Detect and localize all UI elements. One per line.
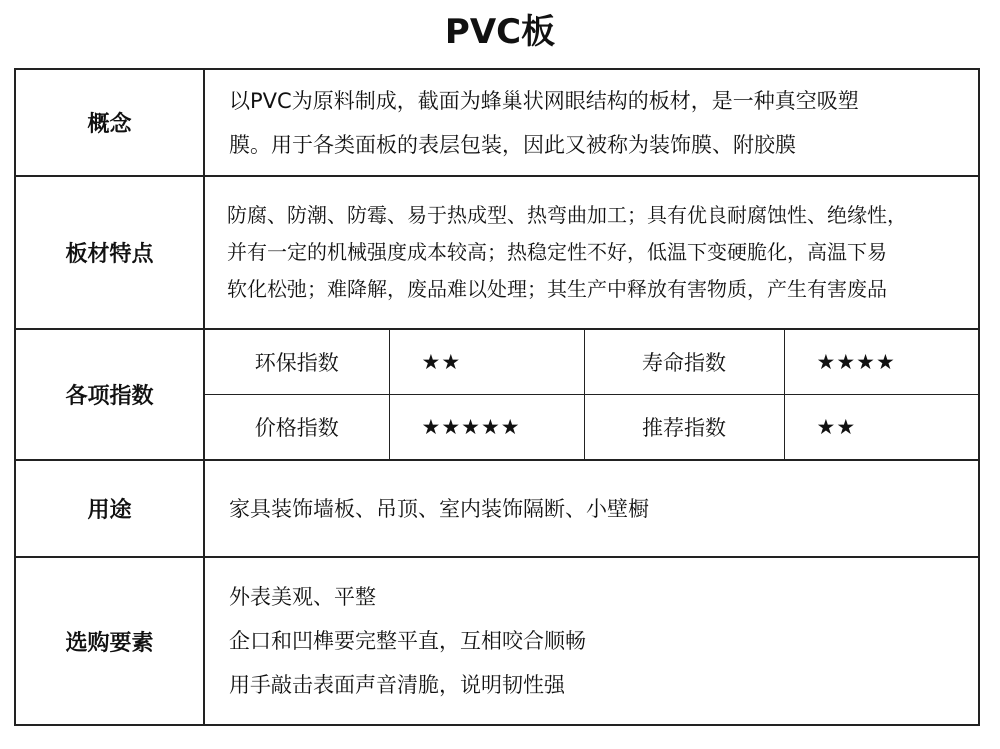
concept-content [204,69,979,176]
features-line: 防腐、防潮、防霉、易于热成型、热弯曲加工；具有优良耐腐蚀性、绝缘性， [227,203,907,227]
buying-content [204,557,979,725]
row-indices [15,329,979,460]
index-name: 寿命指数 [584,330,784,395]
row-concept [15,69,979,176]
index-stars: ★★ [784,395,978,460]
features-content [204,176,979,329]
index-stars: ★★★★ [784,330,978,395]
concept-line: 以PVC为原料制成，截面为蜂巢状网眼结构的板材，是一种真空吸塑 [229,88,859,113]
row-usage [15,460,979,557]
usage-label: 用途 [15,460,204,557]
concept-line: 膜。用于各类面板的表层包装，因此又被称为装饰膜、附胶膜 [229,132,796,157]
indices-label: 各项指数 [15,329,204,460]
indices-table [205,330,978,459]
row-features [15,176,979,329]
features-label: 板材特点 [15,176,204,329]
index-stars: ★★ [389,330,584,395]
buying-label: 选购要素 [15,557,204,725]
index-name: 价格指数 [205,395,389,460]
indices-row [205,330,978,395]
pvc-info-table [14,68,980,726]
usage-content: 家具装饰墙板、吊顶、室内装饰隔断、小壁橱 [204,460,979,557]
features-line: 软化松弛；难降解，废品难以处理；其生产中释放有害物质，产生有害废品 [227,277,887,301]
buying-line: 外表美观、平整 [229,585,376,609]
buying-line: 企口和凹榫要完整平直，互相咬合顺畅 [229,629,586,653]
index-name: 环保指数 [205,330,389,395]
concept-label: 概念 [15,69,204,176]
buying-line: 用手敲击表面声音清脆，说明韧性强 [229,673,565,697]
index-stars: ★★★★★ [389,395,584,460]
row-buying [15,557,979,725]
page-title: PVC板 [444,12,556,52]
features-line: 并有一定的机械强度成本较高；热稳定性不好，低温下变硬脆化，高温下易 [227,240,887,264]
indices-cell [204,329,979,460]
indices-row [205,395,978,460]
index-name: 推荐指数 [584,395,784,460]
